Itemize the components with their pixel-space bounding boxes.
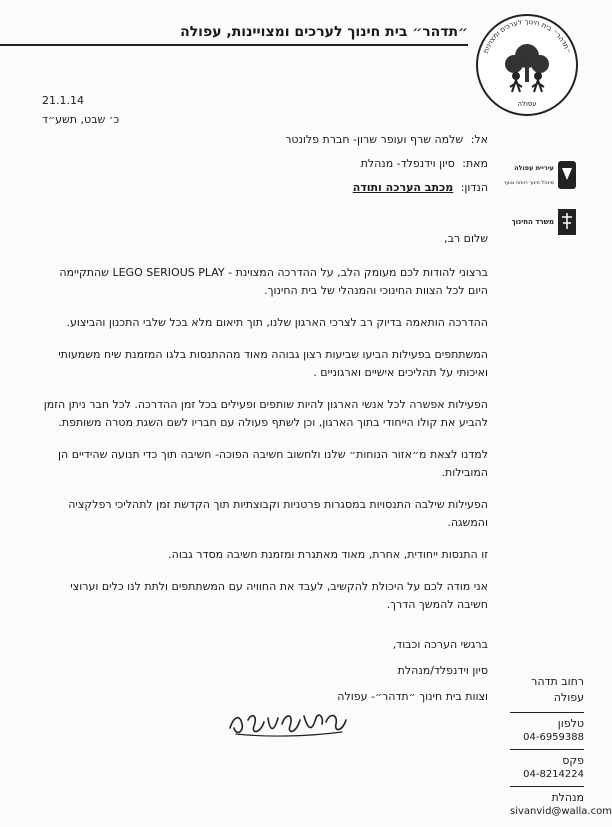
to-label: אל: [470, 133, 488, 146]
from-label: מאת: [462, 157, 488, 170]
contact-sidebar [510, 670, 612, 823]
subject-label: הנדון: [460, 181, 488, 194]
header-title: ״תדהר״ בית חינוך לערכים ומצויינות, עפולה [180, 24, 468, 40]
manager-label: מנהלת [551, 791, 584, 804]
recipient-line [285, 133, 488, 146]
closing-block [337, 632, 488, 710]
closing-name: סיון וידנפלד/מנהלת [397, 664, 488, 677]
greeting: שלום רב, [444, 232, 488, 245]
fax-block [510, 750, 584, 787]
paragraph: אני מודה לכם על היכולת להקשיב, לעבד את החוויה עם המשתתפים ולתת לנו כלים וערוצי חשיבה להמשך הדרך. [70, 580, 488, 611]
closing-team: וצוות בית חינוך ״תדהר״- עפולה [337, 690, 488, 703]
ministry-name: משרד החינוך [511, 218, 554, 226]
letter-date: 21.1.14 [42, 94, 84, 107]
logo-text-bottom: עפולה [517, 100, 537, 108]
paragraph: הפעילות שילבה התנסויות במסגרות פרטניות וקבוצתיות תוך הקדשת זמן לתהליכי רפלקציה והמשגה. [68, 498, 488, 529]
header-rule [0, 44, 468, 46]
ministry-logo [492, 207, 578, 243]
address-block [510, 670, 584, 713]
subject-value: מכתב הערכה ותודה [352, 181, 454, 194]
logo-text-top: ״תדהר״ בית חינוך לערכים ומצוינות [481, 17, 573, 55]
phone-label: טלפון [557, 717, 584, 730]
paragraph: הפעילות אפשרה לכל אנשי הארגון להיות שותפים ופעילים בכל זמן ההדרכה. לכל חבר ניתן הזמן להביע את קולו הייחודי בתוך הארגון, וכן לשתף פעולה עם חבריו לשם השגת מטרה משותפת. [43, 398, 488, 429]
municipality-logo [492, 158, 580, 198]
letter-body [42, 230, 488, 628]
subject-line [353, 181, 488, 194]
handwritten-signature [224, 706, 352, 740]
from-value: סיון וידנפלד- מנהלת [360, 157, 455, 170]
city: עפולה [553, 691, 584, 704]
municipality-name: עיריית עפולה [514, 164, 554, 172]
manager-block [510, 787, 612, 823]
to-value: שלמה שרף ועופר שרון- חברת פלונטר [285, 133, 464, 146]
paragraph: למדנו לצאת מ״אזור הנוחות״ שלנו ולחשוב חשיבה הפוכה- חשיבה תוך כדי תנועה שהידיים הן המובילות. [58, 448, 488, 479]
paragraph: זו התנסות ייחודית, אחרת, מאוד מאתגרת ומזמנת חשיבה מסדר גבוה. [168, 548, 488, 561]
fax-label: פקס [562, 754, 584, 767]
school-logo [472, 8, 582, 122]
phone-block [510, 713, 584, 750]
phone-number: 04-6959388 [523, 732, 584, 743]
fax-number: 04-8214224 [523, 769, 584, 780]
street: רחוב תדהר [531, 675, 584, 688]
municipality-dept: מינהל חינוך רווחה ונוער [503, 180, 554, 186]
manager-email: sivanvid@walla.com [510, 806, 612, 817]
paragraph: ברצוני להודות לכם מעומק הלב, על ההדרכה המצוינת - LEGO SERIOUS PLAY שהתקיימה היום לכל הצוות החינוכי והמנהלי של בית החינוך. [59, 266, 488, 297]
paragraph: המשתתפים בפעילות הביעו שביעות רצון גבוהה מאוד מההתנסות בלגו המזמנת שיח משמעותי ואיכותי על תהליכים אישיים וארגוניים . [58, 348, 488, 379]
sender-line [361, 157, 488, 170]
hebrew-date: כ׳ שבט, תשע״ד [42, 113, 120, 126]
paragraph: ההדרכה הותאמה בדיוק רב לצרכי הארגון שלנו, תוך תיאום מלא בכל שלבי התכנון והביצוע. [66, 316, 488, 329]
closing-regards: ברגשי הערכה וכבוד, [392, 638, 488, 651]
